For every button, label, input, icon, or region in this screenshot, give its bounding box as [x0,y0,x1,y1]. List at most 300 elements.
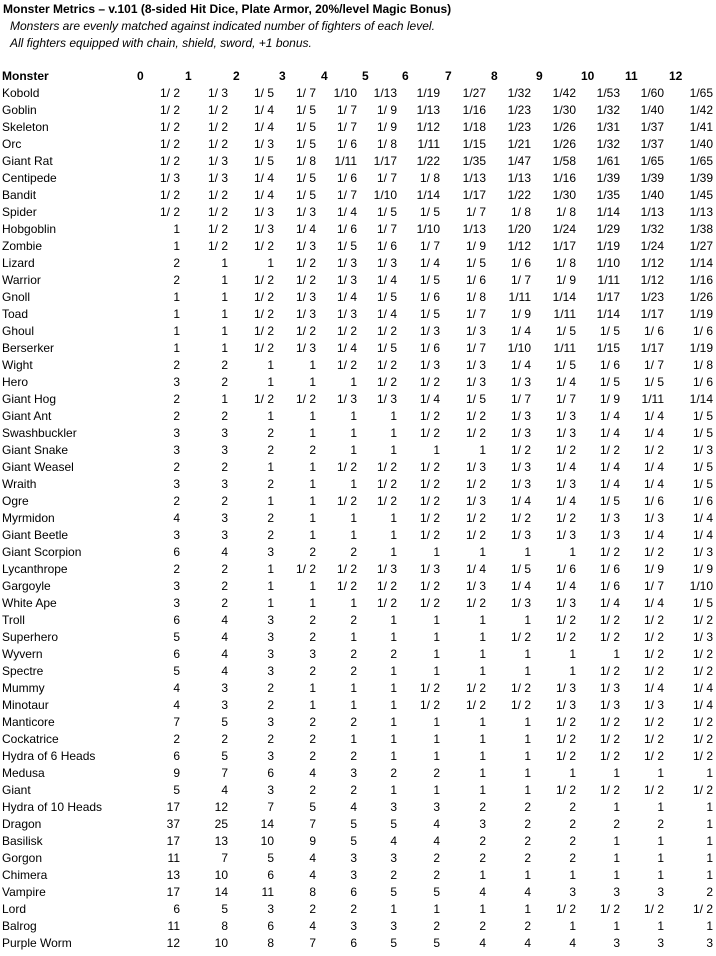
fighter-ratio-cell: 1/13 [462,171,486,185]
fighter-ratio-cell: 1/19 [416,86,440,100]
fighter-ratio-cell: 2 [221,460,228,474]
fighter-ratio-cell: 1/ 7 [465,307,486,321]
table-row [2,816,716,833]
fighter-ratio-cell: 4 [221,647,228,661]
fighter-ratio-cell: 8 [267,936,274,950]
fighter-ratio-cell: 1/ 5 [692,596,713,610]
fighter-ratio-cell: 1/14 [689,392,713,406]
fighter-ratio-cell: 1/ 7 [555,392,576,406]
fighter-ratio-cell: 1 [390,681,397,695]
fighter-ratio-cell: 1/ 3 [207,171,228,185]
fighter-ratio-cell: 2 [309,749,316,763]
fighter-ratio-cell: 1/ 3 [376,562,397,576]
fighter-ratio-cell: 1/ 2 [207,188,228,202]
monster-name: Giant Weasel [2,460,74,474]
fighter-ratio-cell: 1/ 3 [599,511,620,525]
monster-name: Berserker [2,341,55,355]
fighter-ratio-cell: 1/ 2 [336,562,357,576]
fighter-ratio-cell: 1/ 2 [376,460,397,474]
fighter-ratio-cell: 1/ 6 [336,171,357,185]
fighter-ratio-cell: 1/30 [552,103,576,117]
fighter-ratio-cell: 1 [657,834,664,848]
fighter-ratio-cell: 1/17 [373,154,397,168]
fighter-ratio-cell: 1 [173,324,180,338]
fighter-ratio-cell: 2 [433,919,440,933]
fighter-ratio-cell: 1/13 [462,222,486,236]
monster-name: Spider [2,205,37,219]
monster-name: Hydra of 10 Heads [2,800,103,814]
fighter-ratio-cell: 1/ 2 [159,137,180,151]
fighter-ratio-cell: 1/ 2 [253,324,274,338]
fighter-ratio-cell: 1/ 2 [376,579,397,593]
fighter-ratio-cell: 1/ 2 [643,749,664,763]
fighter-ratio-cell: 1/ 3 [295,205,316,219]
fighter-ratio-cell: 1 [390,545,397,559]
fighter-ratio-cell: 1/ 2 [419,681,440,695]
fighter-ratio-cell: 2 [433,851,440,865]
table-row [2,323,716,340]
fighter-ratio-cell: 1/ 3 [510,528,531,542]
monster-metrics-table [2,68,716,952]
fighter-ratio-cell: 1 [479,868,486,882]
fighter-ratio-cell: 3 [390,851,397,865]
fighter-ratio-cell: 1 [267,562,274,576]
fighter-ratio-cell: 2 [350,664,357,678]
fighter-ratio-cell: 1 [524,732,531,746]
fighter-ratio-cell: 4 [309,919,316,933]
fighter-ratio-cell: 1/ 5 [555,324,576,338]
fighter-ratio-cell: 1/ 2 [692,732,713,746]
fighter-ratio-cell: 3 [390,919,397,933]
fighter-ratio-cell: 1/ 6 [692,324,713,338]
table-row [2,782,716,799]
fighter-ratio-cell: 1/ 4 [336,341,357,355]
fighter-ratio-cell: 1 [221,392,228,406]
fighter-ratio-cell: 1/13 [416,103,440,117]
monster-name: Bandit [2,188,37,202]
fighter-ratio-cell: 1/ 2 [207,239,228,253]
fighter-ratio-cell: 1/ 3 [419,562,440,576]
fighter-ratio-cell: 2 [569,834,576,848]
fighter-ratio-cell: 6 [350,885,357,899]
fighter-ratio-cell: 1/24 [640,239,664,253]
fighter-ratio-cell: 1 [390,698,397,712]
fighter-ratio-cell: 2 [569,817,576,831]
fighter-ratio-cell: 2 [309,443,316,457]
fighter-ratio-cell: 2 [390,647,397,661]
table-row [2,867,716,884]
fighter-ratio-cell: 1/ 4 [692,528,713,542]
monster-name: Minotaur [2,698,49,712]
fighter-ratio-cell: 1/ 2 [465,477,486,491]
fighter-ratio-cell: 3 [309,647,316,661]
fighter-ratio-cell: 1 [613,766,620,780]
fighter-ratio-cell: 1/ 2 [599,732,620,746]
fighter-ratio-cell: 1/ 3 [555,698,576,712]
fighter-ratio-cell: 1 [613,868,620,882]
fighter-ratio-cell: 5 [173,664,180,678]
fighter-ratio-cell: 1 [173,341,180,355]
monster-name: Giant Snake [2,443,69,457]
fighter-ratio-cell: 1 [706,851,713,865]
fighter-ratio-cell: 1/13 [640,205,664,219]
fighter-ratio-cell: 1/ 7 [336,103,357,117]
table-row [2,238,716,255]
fighter-ratio-cell: 2 [433,868,440,882]
fighter-ratio-cell: 1/ 9 [376,103,397,117]
fighter-ratio-cell: 1/ 4 [336,290,357,304]
fighter-ratio-cell: 2 [173,460,180,474]
fighter-ratio-cell: 1 [221,290,228,304]
fighter-ratio-cell: 3 [173,443,180,457]
fighter-ratio-cell: 1/ 4 [643,426,664,440]
table-row [2,629,716,646]
fighter-ratio-cell: 4 [390,834,397,848]
monster-name: Swashbuckler [2,426,77,440]
fighter-ratio-cell: 1/ 4 [510,358,531,372]
fighter-ratio-cell: 1/17 [462,188,486,202]
table-row [2,306,716,323]
fighter-ratio-cell: 6 [267,766,274,780]
fighter-ratio-cell: 1/15 [462,137,486,151]
fighter-ratio-cell: 2 [657,817,664,831]
fighter-ratio-cell: 7 [221,851,228,865]
fighter-ratio-cell: 3 [173,579,180,593]
fighter-ratio-cell: 1/ 4 [643,477,664,491]
fighter-ratio-cell: 1 [390,528,397,542]
fighter-ratio-cell: 1 [350,511,357,525]
fighter-ratio-cell: 8 [309,885,316,899]
fighter-ratio-cell: 1/16 [689,273,713,287]
fighter-ratio-cell: 2 [479,800,486,814]
fighter-ratio-cell: 1 [390,613,397,627]
fighter-ratio-cell: 3 [433,800,440,814]
fighter-ratio-cell: 1/37 [640,120,664,134]
fighter-ratio-cell: 1/ 5 [599,494,620,508]
fighter-ratio-cell: 1/ 6 [510,256,531,270]
fighter-ratio-cell: 1/ 2 [419,409,440,423]
monster-name: Wight [2,358,33,372]
fighter-ratio-cell: 1 [390,664,397,678]
fighter-ratio-cell: 2 [267,426,274,440]
fighter-ratio-cell: 1/ 2 [376,358,397,372]
fighter-ratio-cell: 1/35 [596,188,620,202]
fighter-ratio-cell: 2 [309,613,316,627]
fighter-ratio-cell: 1/ 8 [419,171,440,185]
monster-name: Kobold [2,86,40,100]
fighter-ratio-cell: 1/10 [416,222,440,236]
monster-name: Giant Hog [2,392,57,406]
fighter-ratio-cell: 1/ 4 [376,307,397,321]
fighter-ratio-cell: 2 [173,562,180,576]
fighter-ratio-cell: 1/ 4 [510,579,531,593]
monster-name: Lizard [2,256,35,270]
table-row [2,510,716,527]
table-row [2,799,716,816]
fighter-ratio-cell: 1/11 [508,290,531,304]
fighter-ratio-cell: 1/ 3 [510,596,531,610]
fighter-ratio-cell: 1/61 [596,154,620,168]
fighter-ratio-cell: 1/ 6 [599,579,620,593]
fighter-ratio-cell: 1 [309,596,316,610]
fighter-ratio-cell: 1 [309,681,316,695]
fighter-ratio-cell: 1/ 3 [555,528,576,542]
table-row [2,493,716,510]
fighter-ratio-cell: 7 [309,936,316,950]
fighter-ratio-cell: 1/ 3 [599,698,620,712]
fighter-ratio-cell: 4 [569,936,576,950]
fighter-ratio-cell: 1 [350,443,357,457]
fighter-ratio-cell: 1 [657,868,664,882]
table-body [2,85,716,952]
fighter-ratio-cell: 1 [613,834,620,848]
fighter-ratio-cell: 1/40 [640,103,664,117]
fighter-ratio-cell: 1/ 2 [555,443,576,457]
fighter-ratio-cell: 25 [214,817,228,831]
table-row [2,340,716,357]
fighter-ratio-cell: 1 [479,715,486,729]
fighter-ratio-cell: 1/ 2 [555,630,576,644]
fighter-ratio-cell: 1/ 6 [599,562,620,576]
fighter-ratio-cell: 1 [309,511,316,525]
fighter-ratio-cell: 1/ 5 [465,256,486,270]
fighter-ratio-cell: 1/10 [333,86,357,100]
monster-name: Hero [2,375,29,389]
fighter-ratio-cell: 2 [267,443,274,457]
fighter-ratio-cell: 2 [173,409,180,423]
fighter-ratio-cell: 1/15 [596,341,620,355]
fighter-ratio-cell: 1/ 2 [295,392,316,406]
fighter-ratio-cell: 1 [433,732,440,746]
fighter-ratio-cell: 2 [524,919,531,933]
table-row [2,595,716,612]
fighter-ratio-cell: 1/ 5 [692,477,713,491]
fighter-ratio-cell: 1/ 7 [510,273,531,287]
monster-name: Skeleton [2,120,49,134]
fighter-ratio-cell: 6 [267,868,274,882]
fighter-ratio-cell: 2 [569,800,576,814]
column-header-level: 4 [321,69,328,83]
fighter-ratio-cell: 1/ 3 [465,579,486,593]
fighter-ratio-cell: 1 [657,851,664,865]
table-row [2,697,716,714]
fighter-ratio-cell: 3 [221,511,228,525]
monster-name: Centipede [2,171,57,185]
fighter-ratio-cell: 1/29 [596,222,620,236]
fighter-ratio-cell: 1/21 [507,137,531,151]
fighter-ratio-cell: 3 [267,630,274,644]
fighter-ratio-cell: 1/ 2 [555,749,576,763]
fighter-ratio-cell: 1/32 [640,222,664,236]
fighter-ratio-cell: 1/ 5 [692,426,713,440]
fighter-ratio-cell: 1/ 9 [692,562,713,576]
fighter-ratio-cell: 4 [350,800,357,814]
fighter-ratio-cell: 3 [657,936,664,950]
fighter-ratio-cell: 1 [479,902,486,916]
fighter-ratio-cell: 4 [173,698,180,712]
fighter-ratio-cell: 7 [267,800,274,814]
monster-name: Basilisk [2,834,43,848]
fighter-ratio-cell: 1 [706,766,713,780]
monster-name: Wyvern [2,647,43,661]
fighter-ratio-cell: 1 [569,868,576,882]
fighter-ratio-cell: 1/ 7 [465,205,486,219]
fighter-ratio-cell: 3 [350,851,357,865]
fighter-ratio-cell: 1/ 2 [643,443,664,457]
fighter-ratio-cell: 1/ 5 [376,341,397,355]
fighter-ratio-cell: 4 [309,851,316,865]
fighter-ratio-cell: 1/31 [596,120,620,134]
fighter-ratio-cell: 1/30 [552,188,576,202]
fighter-ratio-cell: 1/ 2 [253,290,274,304]
fighter-ratio-cell: 1/ 2 [555,613,576,627]
fighter-ratio-cell: 1 [524,715,531,729]
fighter-ratio-cell: 1/37 [640,137,664,151]
fighter-ratio-cell: 1/ 3 [510,426,531,440]
fighter-ratio-cell: 1/ 2 [336,460,357,474]
fighter-ratio-cell: 1 [479,613,486,627]
fighter-ratio-cell: 1/ 2 [419,426,440,440]
fighter-ratio-cell: 1/18 [462,120,486,134]
fighter-ratio-cell: 3 [350,766,357,780]
fighter-ratio-cell: 1 [569,919,576,933]
fighter-ratio-cell: 1 [221,307,228,321]
fighter-ratio-cell: 1/ 3 [692,545,713,559]
fighter-ratio-cell: 1/ 2 [599,630,620,644]
fighter-ratio-cell: 1 [267,358,274,372]
fighter-ratio-cell: 1 [221,324,228,338]
fighter-ratio-cell: 1/23 [640,290,664,304]
fighter-ratio-cell: 1/ 3 [253,137,274,151]
monster-name: Myrmidon [2,511,55,525]
fighter-ratio-cell: 1/ 5 [419,273,440,287]
fighter-ratio-cell: 1/11 [553,307,576,321]
fighter-ratio-cell: 1 [309,358,316,372]
fighter-ratio-cell: 1/42 [689,103,713,117]
fighter-ratio-cell: 1/ 2 [465,681,486,695]
fighter-ratio-cell: 1 [613,851,620,865]
column-header-level: 9 [536,69,543,83]
fighter-ratio-cell: 4 [221,545,228,559]
fighter-ratio-cell: 1/ 5 [295,188,316,202]
fighter-ratio-cell: 1 [433,613,440,627]
fighter-ratio-cell: 1/42 [552,86,576,100]
fighter-ratio-cell: 1/ 5 [295,171,316,185]
fighter-ratio-cell: 1 [433,630,440,644]
fighter-ratio-cell: 1/ 2 [643,902,664,916]
fighter-ratio-cell: 5 [221,749,228,763]
monster-name: Giant [2,783,31,797]
fighter-ratio-cell: 2 [173,732,180,746]
fighter-ratio-cell: 1/ 2 [692,783,713,797]
fighter-ratio-cell: 1/ 2 [555,715,576,729]
fighter-ratio-cell: 1 [524,749,531,763]
fighter-ratio-cell: 1/ 2 [643,613,664,627]
fighter-ratio-cell: 1 [390,902,397,916]
column-header-level: 8 [491,69,498,83]
table-row [2,289,716,306]
fighter-ratio-cell: 11 [261,885,274,899]
fighter-ratio-cell: 1/10 [596,256,620,270]
fighter-ratio-cell: 4 [433,834,440,848]
fighter-ratio-cell: 17 [166,800,180,814]
fighter-ratio-cell: 1/65 [640,154,664,168]
fighter-ratio-cell: 1/ 2 [643,664,664,678]
fighter-ratio-cell: 1/ 6 [643,324,664,338]
fighter-ratio-cell: 1 [569,664,576,678]
fighter-ratio-cell: 1/ 5 [692,409,713,423]
fighter-ratio-cell: 1/17 [552,239,576,253]
fighter-ratio-cell: 1/ 2 [159,205,180,219]
fighter-ratio-cell: 1 [524,545,531,559]
fighter-ratio-cell: 1/ 5 [510,562,531,576]
fighter-ratio-cell: 1/ 3 [336,307,357,321]
fighter-ratio-cell: 1/ 7 [376,222,397,236]
fighter-ratio-cell: 1/ 2 [159,120,180,134]
fighter-ratio-cell: 6 [173,647,180,661]
fighter-ratio-cell: 1/19 [689,341,713,355]
fighter-ratio-cell: 1/ 2 [643,630,664,644]
fighter-ratio-cell: 1/ 3 [599,681,620,695]
fighter-ratio-cell: 1 [309,579,316,593]
table-row [2,578,716,595]
fighter-ratio-cell: 1 [173,239,180,253]
fighter-ratio-cell: 1 [657,800,664,814]
fighter-ratio-cell: 1/ 3 [465,494,486,508]
fighter-ratio-cell: 3 [173,477,180,491]
fighter-ratio-cell: 1 [309,494,316,508]
fighter-ratio-cell: 1/ 2 [510,630,531,644]
fighter-ratio-cell: 1/10 [689,579,713,593]
fighter-ratio-cell: 1 [309,477,316,491]
table-row [2,408,716,425]
fighter-ratio-cell: 1/ 2 [419,477,440,491]
fighter-ratio-cell: 1/26 [552,120,576,134]
fighter-ratio-cell: 1/32 [596,137,620,151]
fighter-ratio-cell: 1/ 2 [336,324,357,338]
fighter-ratio-cell: 4 [479,936,486,950]
fighter-ratio-cell: 1/ 3 [207,86,228,100]
fighter-ratio-cell: 1/ 2 [159,86,180,100]
fighter-ratio-cell: 1/ 6 [419,341,440,355]
fighter-ratio-cell: 1/ 2 [295,256,316,270]
fighter-ratio-cell: 1/ 2 [336,579,357,593]
fighter-ratio-cell: 3 [613,936,620,950]
fighter-ratio-cell: 1 [524,647,531,661]
fighter-ratio-cell: 1/41 [689,120,713,134]
fighter-ratio-cell: 1/ 4 [253,171,274,185]
table-row [2,204,716,221]
fighter-ratio-cell: 1/14 [689,256,713,270]
fighter-ratio-cell: 1/ 4 [599,477,620,491]
fighter-ratio-cell: 17 [166,885,180,899]
fighter-ratio-cell: 4 [221,613,228,627]
fighter-ratio-cell: 1 [390,409,397,423]
fighter-ratio-cell: 1/ 7 [465,341,486,355]
fighter-ratio-cell: 1/ 2 [376,596,397,610]
monster-name: Giant Rat [2,154,53,168]
fighter-ratio-cell: 1/ 3 [555,426,576,440]
fighter-ratio-cell: 2 [267,732,274,746]
fighter-ratio-cell: 1 [569,545,576,559]
fighter-ratio-cell: 1/ 6 [692,494,713,508]
fighter-ratio-cell: 1/ 7 [510,392,531,406]
fighter-ratio-cell: 1/32 [507,86,531,100]
table-row [2,476,716,493]
fighter-ratio-cell: 1/12 [507,239,531,253]
fighter-ratio-cell: 1/ 2 [419,494,440,508]
fighter-ratio-cell: 6 [173,545,180,559]
